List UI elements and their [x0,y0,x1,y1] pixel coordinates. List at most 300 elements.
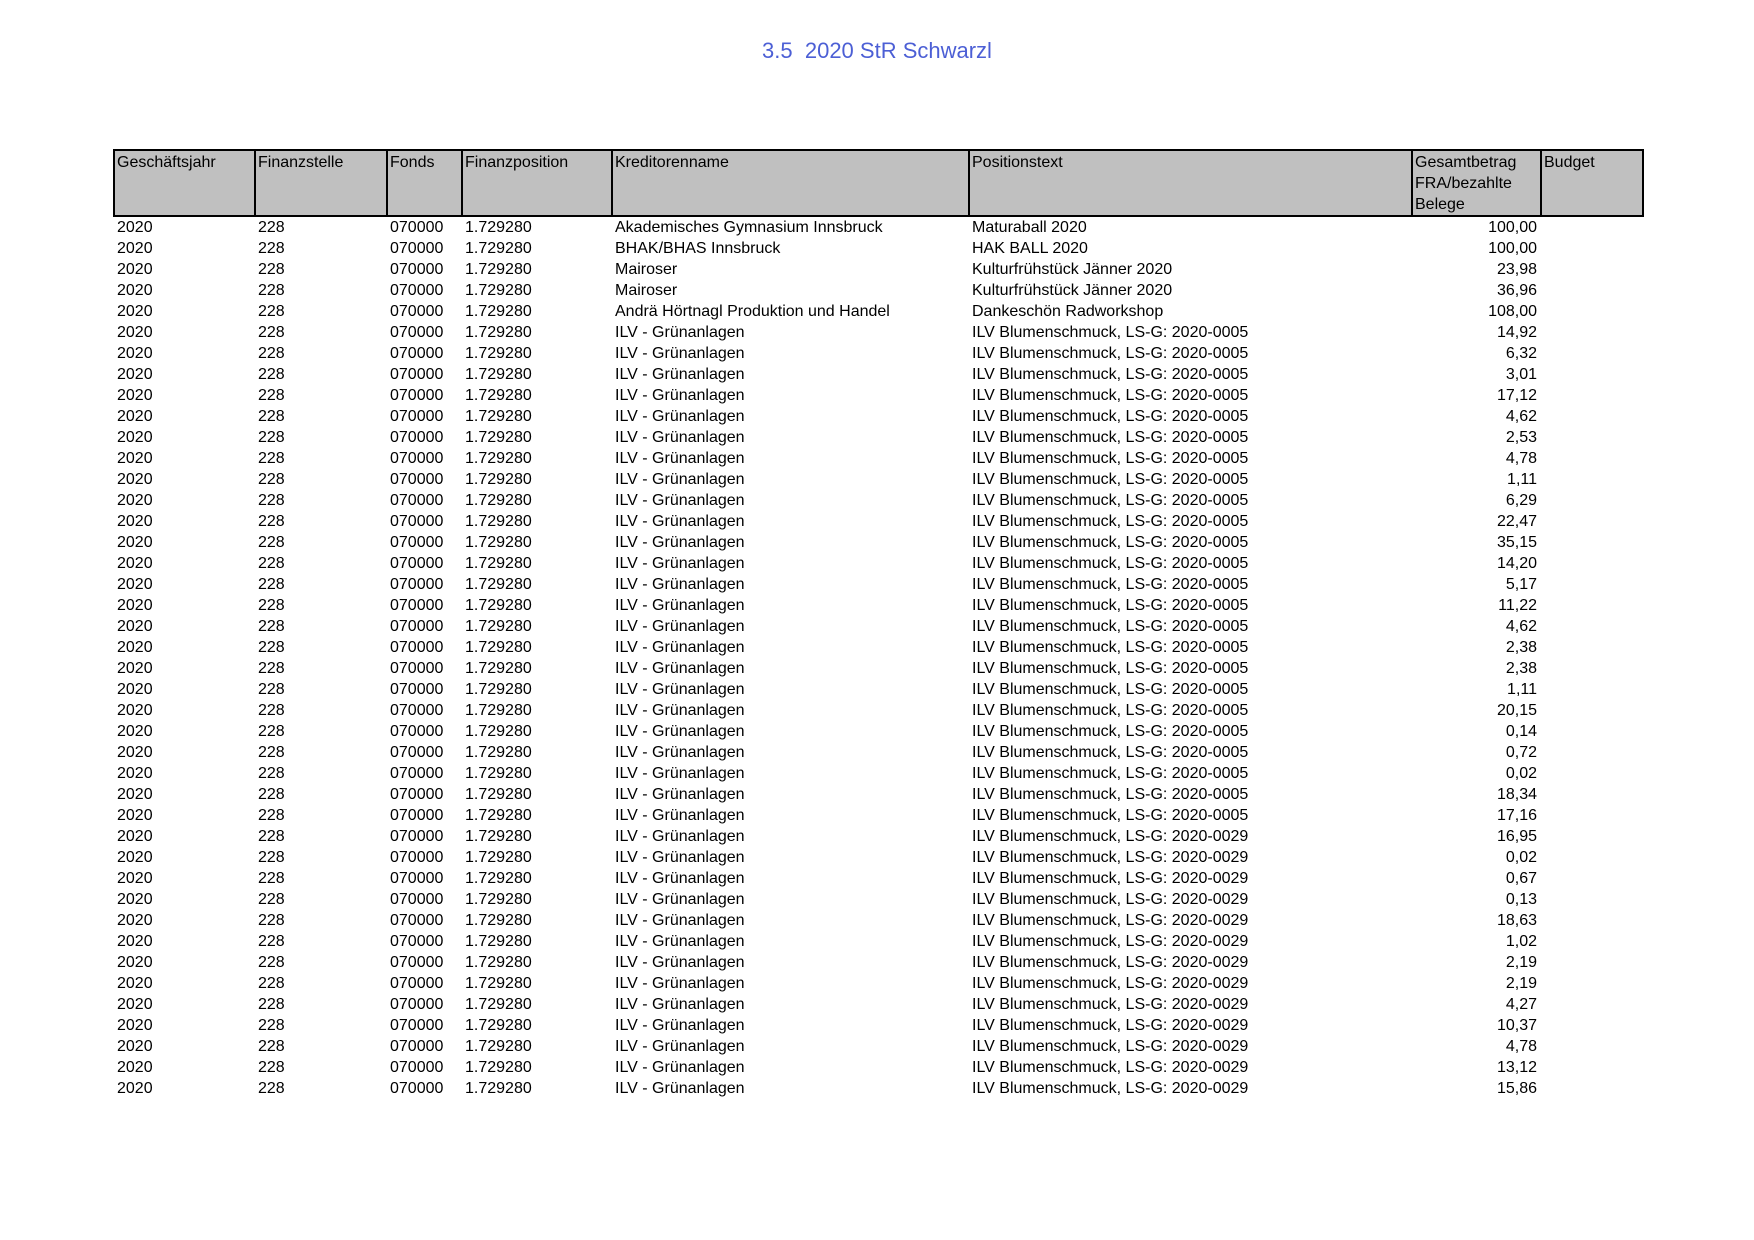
cell-gesamtbetrag: 4,78 [1505,1038,1537,1055]
cell-kreditorenname: BHAK/BHAS Innsbruck [615,240,781,257]
cell-fonds: 070000 [390,744,444,761]
table-row [114,889,1643,910]
cell-positionstext: ILV Blumenschmuck, LS-G: 2020-0005 [972,807,1249,824]
cell-fonds: 070000 [390,492,444,509]
table-row [114,595,1643,616]
cell-positionstext: ILV Blumenschmuck, LS-G: 2020-0029 [972,933,1249,950]
table-row [114,721,1643,742]
cell-fonds: 070000 [390,513,444,530]
cell-finanzposition: 1.729280 [465,849,532,866]
cell-fonds: 070000 [390,597,444,614]
cell-geschaeftsjahr: 2020 [117,786,153,803]
table-row [114,763,1643,784]
cell-finanzstelle: 228 [258,954,285,971]
cell-geschaeftsjahr: 2020 [117,597,153,614]
cell-gesamtbetrag: 0,14 [1505,723,1537,740]
header-budget: Budget [1541,150,1643,216]
cell-budget [1541,616,1643,637]
cell-geschaeftsjahr: 2020 [117,975,153,992]
cell-finanzposition: 1.729280 [465,912,532,929]
cell-positionstext: ILV Blumenschmuck, LS-G: 2020-0005 [972,597,1249,614]
cell-gesamtbetrag: 2,19 [1505,954,1537,971]
cell-budget [1541,364,1643,385]
cell-geschaeftsjahr: 2020 [117,996,153,1013]
cell-fonds: 070000 [390,471,444,488]
cell-positionstext: ILV Blumenschmuck, LS-G: 2020-0005 [972,450,1249,467]
cell-kreditorenname: ILV - Grünanlagen [615,513,745,530]
cell-kreditorenname: ILV - Grünanlagen [615,345,745,362]
table-row [114,385,1643,406]
cell-budget [1541,700,1643,721]
cell-positionstext: Kulturfrühstück Jänner 2020 [972,282,1173,299]
cell-fonds: 070000 [390,324,444,341]
cell-kreditorenname: ILV - Grünanlagen [615,660,745,677]
cell-finanzstelle: 228 [258,870,285,887]
table-row [114,364,1643,385]
cell-positionstext: ILV Blumenschmuck, LS-G: 2020-0005 [972,534,1249,551]
cell-finanzposition: 1.729280 [465,1059,532,1076]
header-finanzposition: Finanzposition [462,150,612,216]
cell-fonds: 070000 [390,534,444,551]
cell-budget [1541,637,1643,658]
cell-gesamtbetrag: 18,63 [1496,912,1537,929]
cell-kreditorenname: ILV - Grünanlagen [615,828,745,845]
cell-gesamtbetrag: 14,92 [1496,324,1537,341]
cell-finanzposition: 1.729280 [465,618,532,635]
table-row [114,973,1643,994]
cell-kreditorenname: ILV - Grünanlagen [615,996,745,1013]
cell-fonds: 070000 [390,576,444,593]
cell-geschaeftsjahr: 2020 [117,534,153,551]
cell-finanzstelle: 228 [258,660,285,677]
cell-gesamtbetrag: 100,00 [1488,219,1537,236]
cell-gesamtbetrag: 23,98 [1496,261,1537,278]
cell-finanzposition: 1.729280 [465,303,532,320]
cell-budget [1541,847,1643,868]
cell-finanzposition: 1.729280 [465,891,532,908]
cell-finanzposition: 1.729280 [465,513,532,530]
cell-geschaeftsjahr: 2020 [117,618,153,635]
table-row [114,931,1643,952]
table-row [114,658,1643,679]
cell-finanzstelle: 228 [258,975,285,992]
cell-gesamtbetrag: 36,96 [1496,282,1537,299]
cell-positionstext: HAK BALL 2020 [972,240,1088,257]
cell-geschaeftsjahr: 2020 [117,303,153,320]
cell-positionstext: ILV Blumenschmuck, LS-G: 2020-0005 [972,324,1249,341]
cell-fonds: 070000 [390,366,444,383]
table-row [114,1036,1643,1057]
cell-positionstext: ILV Blumenschmuck, LS-G: 2020-0029 [972,849,1249,866]
table-row [114,490,1643,511]
table-row [114,616,1643,637]
cell-geschaeftsjahr: 2020 [117,261,153,278]
header-positionstext: Positionstext [969,150,1412,216]
cell-finanzposition: 1.729280 [465,345,532,362]
cell-positionstext: ILV Blumenschmuck, LS-G: 2020-0029 [972,891,1249,908]
cell-fonds: 070000 [390,849,444,866]
cell-budget [1541,511,1643,532]
cell-kreditorenname: ILV - Grünanlagen [615,1059,745,1076]
table-row [114,553,1643,574]
cell-geschaeftsjahr: 2020 [117,345,153,362]
cell-finanzposition: 1.729280 [465,240,532,257]
cell-budget [1541,868,1643,889]
cell-geschaeftsjahr: 2020 [117,933,153,950]
cell-positionstext: ILV Blumenschmuck, LS-G: 2020-0005 [972,576,1249,593]
cell-positionstext: ILV Blumenschmuck, LS-G: 2020-0029 [972,1080,1249,1097]
table-row [114,700,1643,721]
cell-budget [1541,994,1643,1015]
cell-finanzstelle: 228 [258,786,285,803]
cell-kreditorenname: Andrä Hörtnagl Produktion und Handel [615,303,890,320]
cell-kreditorenname: ILV - Grünanlagen [615,765,745,782]
cell-positionstext: ILV Blumenschmuck, LS-G: 2020-0005 [972,387,1249,404]
cell-kreditorenname: ILV - Grünanlagen [615,492,745,509]
cell-fonds: 070000 [390,240,444,257]
cell-finanzstelle: 228 [258,261,285,278]
cell-gesamtbetrag: 1,11 [1507,471,1537,488]
cell-finanzstelle: 228 [258,1080,285,1097]
cell-finanzstelle: 228 [258,765,285,782]
cell-geschaeftsjahr: 2020 [117,723,153,740]
cell-gesamtbetrag: 1,11 [1507,681,1537,698]
cell-positionstext: ILV Blumenschmuck, LS-G: 2020-0029 [972,954,1249,971]
cell-kreditorenname: ILV - Grünanlagen [615,366,745,383]
cell-finanzposition: 1.729280 [465,744,532,761]
cell-gesamtbetrag: 15,86 [1496,1080,1537,1097]
cell-budget [1541,1015,1643,1036]
cell-geschaeftsjahr: 2020 [117,891,153,908]
cell-finanzstelle: 228 [258,681,285,698]
cell-finanzstelle: 228 [258,828,285,845]
cell-finanzposition: 1.729280 [465,870,532,887]
table-row [114,742,1643,763]
cell-budget [1541,763,1643,784]
cell-fonds: 070000 [390,450,444,467]
table-body [114,216,1643,1099]
cell-kreditorenname: ILV - Grünanlagen [615,471,745,488]
cell-positionstext: ILV Blumenschmuck, LS-G: 2020-0005 [972,765,1249,782]
cell-fonds: 070000 [390,891,444,908]
cell-kreditorenname: ILV - Grünanlagen [615,639,745,656]
cell-fonds: 070000 [390,1017,444,1034]
cell-geschaeftsjahr: 2020 [117,1059,153,1076]
cell-gesamtbetrag: 16,95 [1496,828,1537,845]
cell-budget [1541,784,1643,805]
cell-budget [1541,553,1643,574]
cell-finanzposition: 1.729280 [465,1080,532,1097]
cell-geschaeftsjahr: 2020 [117,240,153,257]
cell-finanzstelle: 228 [258,366,285,383]
table-row [114,216,1643,238]
cell-kreditorenname: ILV - Grünanlagen [615,408,745,425]
cell-positionstext: ILV Blumenschmuck, LS-G: 2020-0005 [972,513,1249,530]
cell-kreditorenname: ILV - Grünanlagen [615,597,745,614]
cell-finanzposition: 1.729280 [465,282,532,299]
cell-finanzposition: 1.729280 [465,723,532,740]
cell-gesamtbetrag: 18,34 [1496,786,1537,803]
table-row [114,469,1643,490]
cell-fonds: 070000 [390,723,444,740]
cell-budget [1541,1057,1643,1078]
cell-budget [1541,742,1643,763]
cell-fonds: 070000 [390,828,444,845]
cell-kreditorenname: ILV - Grünanlagen [615,807,745,824]
cell-budget [1541,216,1643,238]
cell-geschaeftsjahr: 2020 [117,702,153,719]
cell-finanzstelle: 228 [258,492,285,509]
cell-geschaeftsjahr: 2020 [117,1080,153,1097]
cell-positionstext: Maturaball 2020 [972,219,1087,236]
cell-geschaeftsjahr: 2020 [117,366,153,383]
cell-kreditorenname: ILV - Grünanlagen [615,975,745,992]
cell-finanzstelle: 228 [258,1017,285,1034]
cell-budget [1541,406,1643,427]
header-gesamtbetrag: Gesamtbetrag FRA/bezahlte Belege [1412,150,1541,216]
cell-finanzstelle: 228 [258,219,285,236]
cell-positionstext: ILV Blumenschmuck, LS-G: 2020-0005 [972,408,1249,425]
cell-finanzposition: 1.729280 [465,681,532,698]
cell-positionstext: ILV Blumenschmuck, LS-G: 2020-0005 [972,618,1249,635]
table-row [114,532,1643,553]
table-row [114,301,1643,322]
table-row [114,868,1643,889]
cell-finanzposition: 1.729280 [465,576,532,593]
cell-finanzstelle: 228 [258,702,285,719]
cell-geschaeftsjahr: 2020 [117,555,153,572]
cell-fonds: 070000 [390,975,444,992]
cell-finanzposition: 1.729280 [465,366,532,383]
cell-gesamtbetrag: 13,12 [1496,1059,1537,1076]
cell-gesamtbetrag: 100,00 [1488,240,1537,257]
cell-budget [1541,490,1643,511]
cell-gesamtbetrag: 4,62 [1505,408,1537,425]
cell-finanzposition: 1.729280 [465,450,532,467]
cell-kreditorenname: Mairoser [615,261,678,278]
cell-fonds: 070000 [390,786,444,803]
table-row [114,805,1643,826]
cell-finanzstelle: 228 [258,408,285,425]
cell-finanzstelle: 228 [258,471,285,488]
cell-fonds: 070000 [390,429,444,446]
cell-finanzstelle: 228 [258,450,285,467]
cell-fonds: 070000 [390,912,444,929]
table-row [114,994,1643,1015]
cell-geschaeftsjahr: 2020 [117,807,153,824]
cell-budget [1541,301,1643,322]
cell-budget [1541,721,1643,742]
page-title: 3.5 2020 StR Schwarzl [762,38,992,63]
cell-budget [1541,889,1643,910]
table-row [114,322,1643,343]
table-row [114,1015,1643,1036]
table-row [114,343,1643,364]
cell-budget [1541,658,1643,679]
cell-gesamtbetrag: 14,20 [1496,555,1537,572]
cell-kreditorenname: ILV - Grünanlagen [615,702,745,719]
cell-gesamtbetrag: 22,47 [1496,513,1537,530]
cell-fonds: 070000 [390,345,444,362]
cell-kreditorenname: ILV - Grünanlagen [615,786,745,803]
cell-positionstext: ILV Blumenschmuck, LS-G: 2020-0029 [972,1038,1249,1055]
cell-kreditorenname: ILV - Grünanlagen [615,618,745,635]
cell-finanzstelle: 228 [258,555,285,572]
cell-gesamtbetrag: 35,15 [1496,534,1537,551]
cell-finanzposition: 1.729280 [465,387,532,404]
cell-fonds: 070000 [390,303,444,320]
cell-gesamtbetrag: 2,38 [1505,660,1537,677]
cell-kreditorenname: ILV - Grünanlagen [615,555,745,572]
cell-geschaeftsjahr: 2020 [117,450,153,467]
table-row [114,910,1643,931]
cell-budget [1541,280,1643,301]
cell-kreditorenname: ILV - Grünanlagen [615,324,745,341]
table-row [114,847,1643,868]
cell-geschaeftsjahr: 2020 [117,324,153,341]
cell-kreditorenname: ILV - Grünanlagen [615,891,745,908]
cell-positionstext: Kulturfrühstück Jänner 2020 [972,261,1173,278]
cell-finanzstelle: 228 [258,534,285,551]
cell-geschaeftsjahr: 2020 [117,765,153,782]
cell-finanzstelle: 228 [258,303,285,320]
cell-positionstext: Dankeschön Radworkshop [972,303,1164,320]
cell-geschaeftsjahr: 2020 [117,744,153,761]
cell-finanzposition: 1.729280 [465,996,532,1013]
table-row [114,1057,1643,1078]
cell-positionstext: ILV Blumenschmuck, LS-G: 2020-0005 [972,744,1249,761]
cell-finanzstelle: 228 [258,1059,285,1076]
cell-budget [1541,826,1643,847]
cell-positionstext: ILV Blumenschmuck, LS-G: 2020-0005 [972,345,1249,362]
cell-kreditorenname: ILV - Grünanlagen [615,1038,745,1055]
cell-gesamtbetrag: 20,15 [1496,702,1537,719]
cell-fonds: 070000 [390,702,444,719]
cell-finanzposition: 1.729280 [465,408,532,425]
cell-finanzposition: 1.729280 [465,1017,532,1034]
report-table [113,149,1644,1099]
cell-fonds: 070000 [390,681,444,698]
cell-geschaeftsjahr: 2020 [117,387,153,404]
cell-finanzstelle: 228 [258,723,285,740]
cell-gesamtbetrag: 4,62 [1505,618,1537,635]
cell-kreditorenname: ILV - Grünanlagen [615,1017,745,1034]
cell-finanzposition: 1.729280 [465,786,532,803]
header-finanzstelle: Finanzstelle [255,150,387,216]
cell-budget [1541,805,1643,826]
cell-positionstext: ILV Blumenschmuck, LS-G: 2020-0005 [972,681,1249,698]
cell-positionstext: ILV Blumenschmuck, LS-G: 2020-0029 [972,828,1249,845]
cell-fonds: 070000 [390,639,444,656]
cell-fonds: 070000 [390,870,444,887]
cell-gesamtbetrag: 6,32 [1505,345,1537,362]
table-row [114,406,1643,427]
cell-finanzstelle: 228 [258,639,285,656]
cell-budget [1541,973,1643,994]
cell-budget [1541,679,1643,700]
cell-gesamtbetrag: 2,19 [1505,975,1537,992]
cell-fonds: 070000 [390,660,444,677]
cell-budget [1541,385,1643,406]
cell-positionstext: ILV Blumenschmuck, LS-G: 2020-0029 [972,1059,1249,1076]
cell-fonds: 070000 [390,807,444,824]
table-row [114,784,1643,805]
cell-geschaeftsjahr: 2020 [117,408,153,425]
cell-gesamtbetrag: 10,37 [1496,1017,1537,1034]
cell-budget [1541,931,1643,952]
cell-finanzposition: 1.729280 [465,261,532,278]
cell-finanzstelle: 228 [258,282,285,299]
header-row [114,150,1643,216]
cell-finanzposition: 1.729280 [465,555,532,572]
cell-finanzstelle: 228 [258,618,285,635]
cell-budget [1541,259,1643,280]
cell-budget [1541,910,1643,931]
cell-positionstext: ILV Blumenschmuck, LS-G: 2020-0005 [972,786,1249,803]
cell-gesamtbetrag: 5,17 [1505,576,1537,593]
cell-budget [1541,532,1643,553]
cell-kreditorenname: ILV - Grünanlagen [615,429,745,446]
cell-geschaeftsjahr: 2020 [117,513,153,530]
cell-finanzstelle: 228 [258,1038,285,1055]
cell-gesamtbetrag: 0,72 [1505,744,1537,761]
cell-positionstext: ILV Blumenschmuck, LS-G: 2020-0005 [972,429,1249,446]
cell-finanzstelle: 228 [258,597,285,614]
cell-gesamtbetrag: 17,12 [1496,387,1537,404]
cell-kreditorenname: ILV - Grünanlagen [615,954,745,971]
cell-finanzstelle: 228 [258,513,285,530]
cell-geschaeftsjahr: 2020 [117,576,153,593]
cell-finanzposition: 1.729280 [465,429,532,446]
cell-finanzposition: 1.729280 [465,534,532,551]
cell-finanzposition: 1.729280 [465,807,532,824]
cell-positionstext: ILV Blumenschmuck, LS-G: 2020-0029 [972,996,1249,1013]
cell-geschaeftsjahr: 2020 [117,639,153,656]
cell-gesamtbetrag: 0,13 [1505,891,1537,908]
cell-geschaeftsjahr: 2020 [117,492,153,509]
table-row [114,259,1643,280]
cell-geschaeftsjahr: 2020 [117,849,153,866]
cell-budget [1541,595,1643,616]
table-row [114,574,1643,595]
cell-finanzposition: 1.729280 [465,933,532,950]
cell-gesamtbetrag: 1,02 [1505,933,1537,950]
cell-positionstext: ILV Blumenschmuck, LS-G: 2020-0005 [972,366,1249,383]
cell-budget [1541,574,1643,595]
cell-budget [1541,1078,1643,1099]
header-kreditorenname: Kreditorenname [612,150,969,216]
cell-budget [1541,343,1643,364]
cell-fonds: 070000 [390,618,444,635]
cell-fonds: 070000 [390,954,444,971]
table-header [114,150,1643,216]
header-geschaeftsjahr: Geschäftsjahr [114,150,255,216]
cell-budget [1541,238,1643,259]
cell-finanzstelle: 228 [258,849,285,866]
cell-gesamtbetrag: 108,00 [1488,303,1537,320]
cell-finanzstelle: 228 [258,744,285,761]
cell-geschaeftsjahr: 2020 [117,282,153,299]
table-row [114,952,1643,973]
cell-kreditorenname: ILV - Grünanlagen [615,1080,745,1097]
cell-kreditorenname: ILV - Grünanlagen [615,723,745,740]
cell-finanzposition: 1.729280 [465,219,532,236]
cell-fonds: 070000 [390,387,444,404]
cell-fonds: 070000 [390,219,444,236]
cell-positionstext: ILV Blumenschmuck, LS-G: 2020-0005 [972,723,1249,740]
cell-finanzstelle: 228 [258,240,285,257]
cell-geschaeftsjahr: 2020 [117,828,153,845]
